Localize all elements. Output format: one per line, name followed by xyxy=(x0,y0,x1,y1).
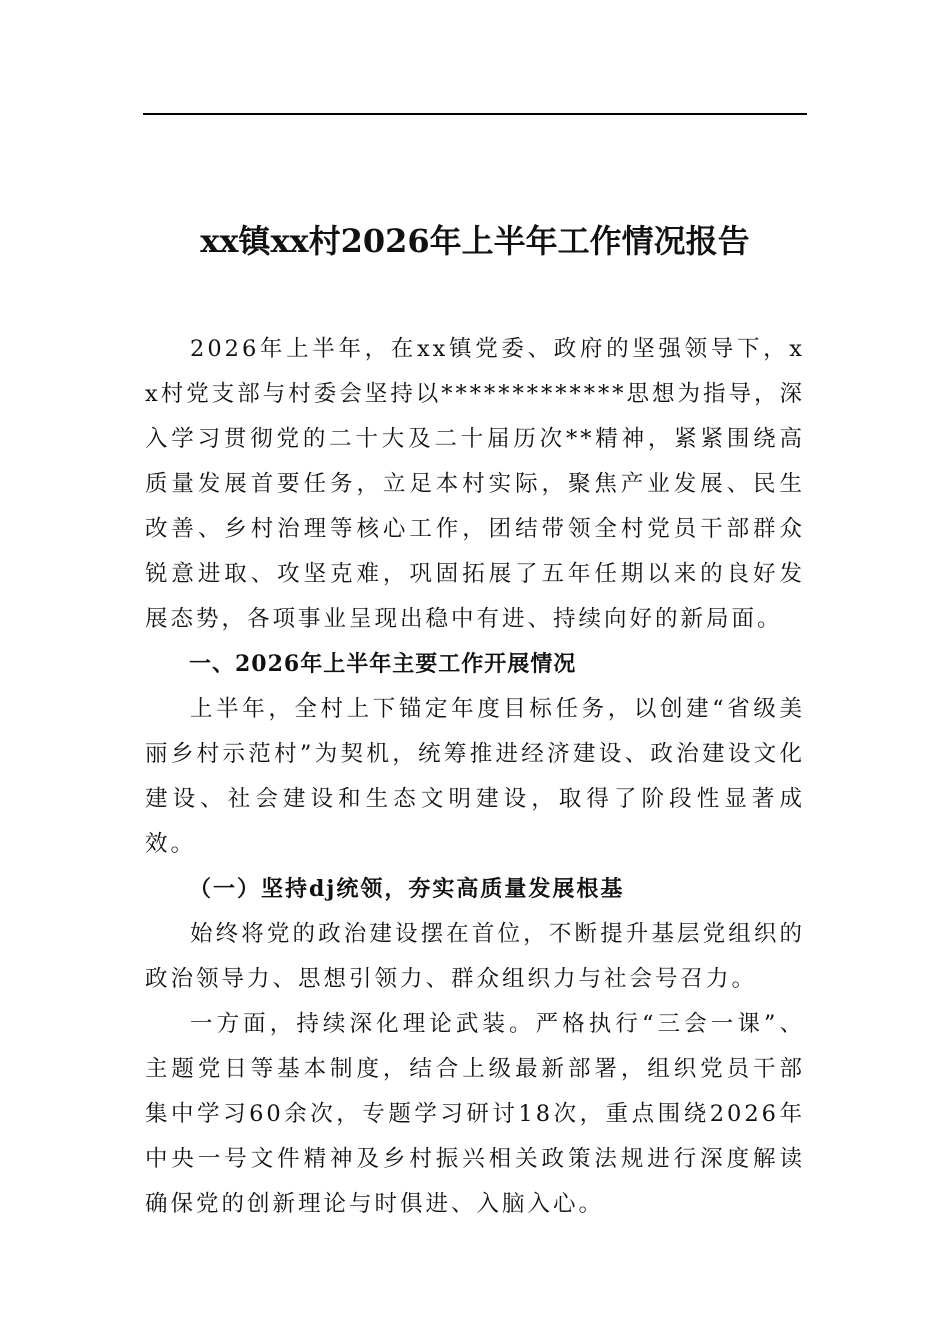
subsection-heading: （一）坚持dj统领，夯实高质量发展根基 xyxy=(189,876,625,902)
document-body xyxy=(145,327,805,1227)
subsection-paragraph: 一方面，持续深化理论武装。严格执行“三会一课”、主题党日等基本制度，结合上级最新部署，组织党员干部集中学习60余次，专题学习研讨18次，重点围绕2026年中央一号文件精神及乡村振兴相关政策法规进行深度解读确保党的创新理论与时俱进、入脑入心。 xyxy=(145,1011,805,1217)
subsection-paragraph: 始终将党的政治建设摆在首位，不断提升基层党组织的政治领导力、思想引领力、群众组织力与社会号召力。 xyxy=(145,921,805,992)
header-rule xyxy=(143,113,807,115)
intro-paragraph: 2026年上半年，在xx镇党委、政府的坚强领导下，xx村党支部与村委会坚持以*************思想为指导，深入学习贯彻党的二十大及二十届历次**精神，紧紧围绕高质量发展首要任务，立足本村实际，聚焦产业发展、民生改善、乡村治理等核心工作，团结带领全村党员干部群众锐意进取、攻坚克难，巩固拓展了五年任期以来的良好发展态势，各项事业呈现出稳中有进、持续向好的新局面。 xyxy=(145,336,805,632)
section-intro-paragraph: 上半年，全村上下锚定年度目标任务，以创建“省级美丽乡村示范村”为契机，统筹推进经济建设、政治建设文化建设、社会建设和生态文明建设，取得了阶段性显著成效。 xyxy=(145,696,805,857)
section-heading: 一、2026年上半年主要工作开展情况 xyxy=(189,651,577,677)
document-title: xx镇xx村2026年上半年工作情况报告 xyxy=(200,222,750,261)
